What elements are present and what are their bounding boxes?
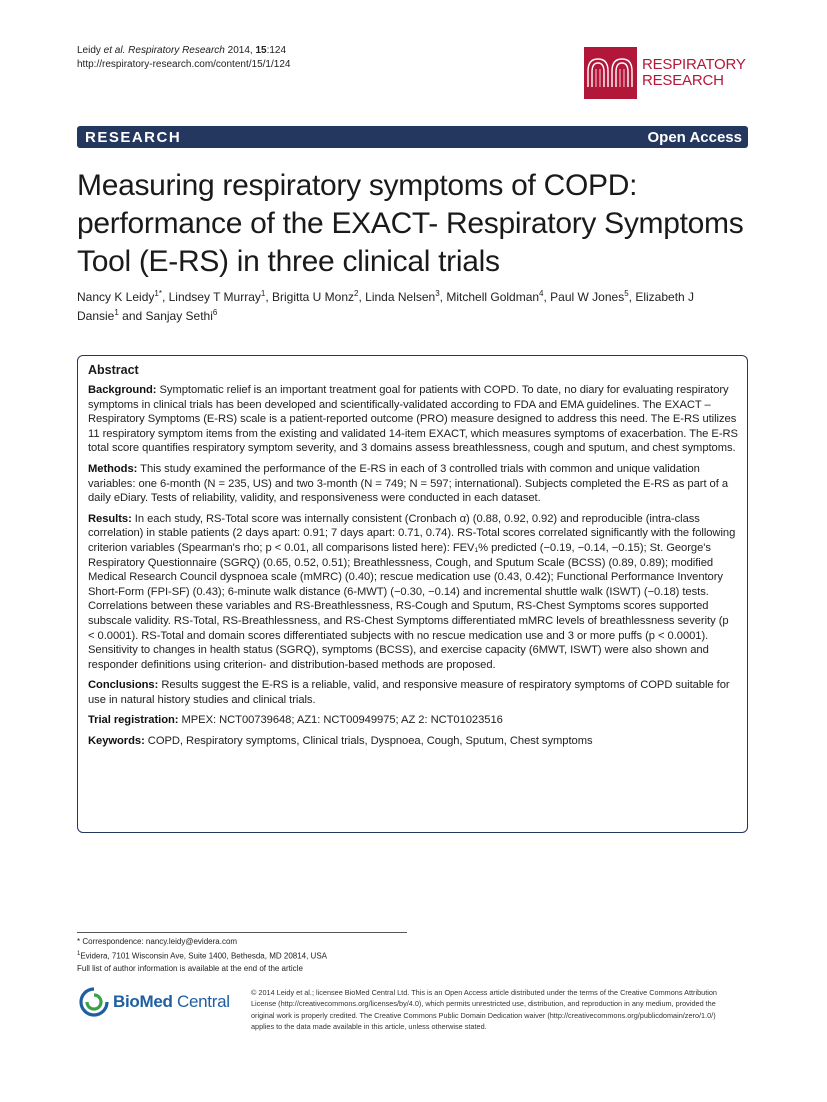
citation-authors: Leidy: [77, 45, 101, 56]
author-name: Sanjay Sethi: [145, 309, 213, 323]
author[interactable]: [365, 290, 440, 304]
author[interactable]: [550, 290, 629, 304]
background-text: Symptomatic relief is an important treatment goal for patients with COPD. To date, no diary for evaluating respiratory symptoms in clinical trials has been developed and scientifically-validated according to FDA and EMA guidelines. The EXACT – Respiratory Symptoms (E-RS) scale is a patient-reported outcome (PRO) measure designed to address this need. The E-RS utilizes 11 respiratory symptom items from the existing and validated 14-item EXACT, which measures symptoms of exacerbation. The E-RS total score quantifies respiratory symptom severity, and 3 domains assess breathlessness, cough and sputum, and chest symptoms.: [88, 384, 738, 455]
citation-year: 2014,: [224, 45, 256, 56]
author-separator: ,: [265, 290, 272, 304]
abstract-background: [88, 383, 738, 456]
publisher-name-bold: BioMed: [113, 992, 173, 1011]
journal-logo-line2: RESEARCH: [642, 72, 724, 89]
full-list-note: Full list of author information is available at the end of the article: [77, 963, 303, 973]
correspondence-note: * Correspondence: nancy.leidy@evidera.com: [77, 937, 238, 946]
author-separator: and: [118, 309, 146, 323]
trial-registration-text: MPEX: NCT00739648; AZ1: NCT00949975; AZ 2: NCT01023516: [178, 714, 503, 727]
citation-journal: Respiratory Research: [128, 45, 225, 56]
journal-logo-text: [642, 57, 746, 89]
license-statement: © 2014 Leidy et al.; licensee BioMed Central Ltd. This is an Open Access article distributed under the terms of the Creative Commons Attribution License (http://creativecommons.org/licenses/by/4.0), which permits unrestricted use, distribution, and reproduction in any medium, provided the original work is properly credited. The Creative Commons Public Domain Dedication waiver (http://creativecommons.org/publicdomain/zero/1.0/) applies to the data made available in this article, unless otherwise stated.: [251, 988, 717, 1031]
citation-header: [77, 44, 290, 72]
keywords-label: Keywords:: [88, 735, 145, 748]
author[interactable]: [146, 309, 218, 323]
background-label: Background:: [88, 384, 157, 396]
methods-label: Methods:: [88, 462, 138, 475]
publisher-name: [113, 992, 230, 1012]
footnotes: [77, 932, 407, 975]
author-name: Lindsey T Murray: [168, 290, 261, 304]
author-affiliation-mark: 2: [354, 289, 359, 298]
citation-pages: :124: [266, 45, 287, 56]
article-type-banner: [77, 126, 748, 148]
author-list: [77, 288, 717, 326]
keywords-text: COPD, Respiratory symptoms, Clinical trials, Dyspnoea, Cough, Sputum, Chest symptoms: [144, 735, 593, 748]
author[interactable]: [169, 290, 266, 304]
author-name: Mitchell Goldman: [446, 290, 540, 304]
author-name: Nancy K Leidy: [77, 290, 155, 304]
author[interactable]: [77, 290, 162, 304]
author[interactable]: [446, 290, 543, 304]
journal-logo-mark: [584, 47, 637, 99]
article-title: Measuring respiratory symptoms of COPD: performance of the EXACT- Respiratory Symptoms Tool (E-RS) in three clinical trials: [77, 169, 744, 278]
abstract-results: [88, 512, 738, 673]
abstract-methods: [88, 462, 738, 506]
author-name: Brigitta U Monz: [272, 290, 355, 304]
open-access-label: Open Access: [647, 128, 742, 146]
abstract-conclusions: [88, 678, 738, 707]
journal-logo-line1: RESPIRATORY: [642, 56, 746, 73]
citation-url[interactable]: http://respiratory-research.com/content/15/1/124: [77, 59, 291, 70]
abstract-trial-registration: [88, 713, 738, 728]
affiliation-note: [77, 948, 407, 963]
publisher-name-normal: Central: [172, 992, 230, 1011]
author-affiliation-mark: 1: [114, 308, 119, 317]
citation-etal: et al.: [100, 45, 129, 56]
publisher-logo: [79, 987, 230, 1017]
author-name: Linda Nelsen: [365, 290, 436, 304]
author-name: Elizabeth J Dansie: [77, 290, 695, 323]
author-separator: ,: [358, 290, 366, 304]
author-separator: ,: [628, 290, 636, 304]
trial-registration-label: Trial registration:: [88, 714, 179, 727]
affiliation-mark: 1: [77, 951, 81, 957]
abstract-keywords: [88, 734, 738, 749]
affiliation-text: Evidera, 7101 Wisconsin Ave, Suite 1400, Bethesda, MD 20814, USA: [80, 951, 328, 961]
results-text: In each study, RS-Total score was internally consistent (Cronbach α) (0.88, 0.92, 0.92) and reproducible (intra-class correlation) in stable patients (2 days apart: 0.91; 7 days apart: 0.71, 0.74). RS-Total scores correlated significantly with the following criterion variables (Spearman's rho; p < 0.01, all comparisons listed here): FEV₁% predicted (−0.19, −0.14, −0.15); St. George's Respiratory Questionnaire (SGRQ) (0.65, 0.52, 0.51); Breathlessness, Cough, and Sputum Scale (BCSS) (0.89, 0.89); modified Medical Research Council dyspnoea scale (mMRC) (0.40); rescue medication use (0.43, 0.42); Functional Performance Inventory Short-Form (FPI-SF) (0.43); 6-minute walk distance (6-MWT) (−0.30, −0.14) and incremental shuttle walk (ISWT) (−0.18) tests. Correlations between these variables and RS-Breathlessness, RS-Cough and Sputum, RS-Chest Symptoms scores supported subscale validity. RS-Total, RS-Breathlessness, and RS-Chest Symptoms differentiated mMRC levels of breathlessness severity (p < 0.0001). RS-Total and domain scores differentiated subjects with no rescue medication use and 3 or more puffs (p < 0.0001). Sensitivity to changes in health status (SGRQ), symptoms (BCSS), and exercise capacity (6MWT, ISWT) were also shown and responder definitions using criterion- and distribution-based methods are proposed.: [88, 512, 736, 671]
author-affiliation-mark: 1*: [154, 289, 162, 298]
article-type-label: RESEARCH: [85, 128, 182, 146]
abstract-box: [77, 355, 748, 833]
author-affiliation-mark: 1: [260, 289, 266, 298]
author-affiliation-mark: 3: [435, 289, 440, 298]
author-name: Paul W Jones: [550, 290, 625, 304]
conclusions-text: Results suggest the E-RS is a reliable, valid, and responsive measure of respiratory symptoms of COPD suitable for use in natural history studies and clinical trials.: [88, 679, 730, 706]
author-affiliation-mark: 5: [624, 289, 629, 298]
citation-line: [77, 44, 290, 58]
author-separator: ,: [543, 290, 551, 304]
journal-logo: [584, 47, 746, 99]
abstract-heading: Abstract: [88, 363, 139, 377]
biomed-central-icon: [79, 987, 109, 1017]
author-separator: ,: [439, 290, 447, 304]
conclusions-label: Conclusions:: [88, 679, 159, 692]
methods-text: This study examined the performance of the E-RS in each of 3 controlled trials with common and unique validation variables: one 6-month (N = 235, US) and two 3-month (N = 749; N = 597; international). Subjects completed the E-RS as part of a daily eDiary. Tests of reliability, validity, and responsiveness were conducted in each dataset.: [88, 462, 729, 505]
arches-icon: [584, 47, 637, 99]
citation-volume: 15: [255, 45, 267, 56]
author-separator: ,: [161, 290, 169, 304]
author-affiliation-mark: 6: [212, 308, 218, 317]
author[interactable]: [272, 290, 358, 304]
results-label: Results:: [88, 512, 132, 525]
author-affiliation-mark: 4: [539, 289, 544, 298]
